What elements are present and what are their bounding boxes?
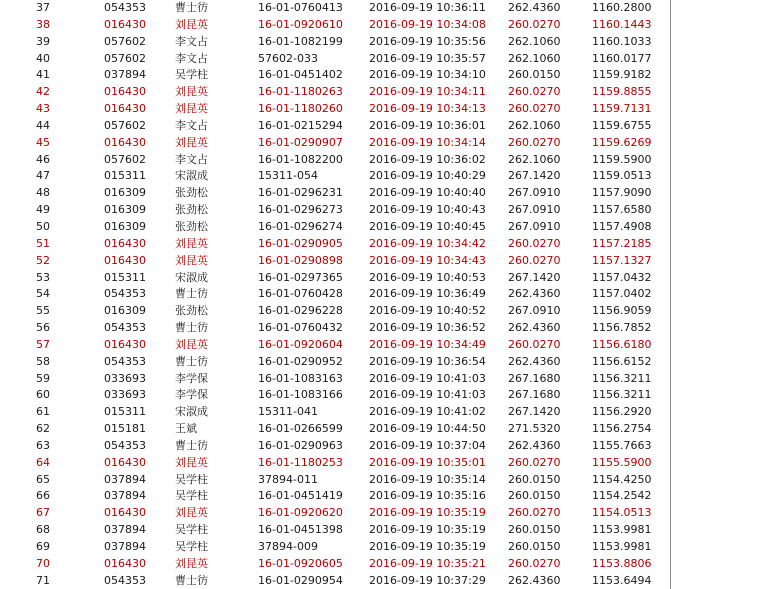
- table-row[interactable]: [0, 185, 670, 202]
- employee-name: 刘昆英: [175, 253, 208, 267]
- item-id: 16-01-0920620: [258, 506, 343, 520]
- timestamp: 2016-09-19 10:44:50: [369, 422, 486, 436]
- employee-code: 054353: [104, 1, 146, 14]
- table-row[interactable]: [0, 354, 670, 371]
- value-1: 260.0270: [508, 102, 561, 116]
- table-row[interactable]: [0, 505, 670, 522]
- employee-code: 015311: [104, 169, 146, 183]
- value-1: 262.1060: [508, 152, 561, 166]
- employee-name: 宋淑成: [175, 270, 208, 284]
- employee-name: 刘昆英: [175, 236, 208, 250]
- timestamp: 2016-09-19 10:40:45: [369, 219, 486, 233]
- value-1: 267.1420: [508, 405, 561, 419]
- employee-code: 016430: [104, 17, 146, 31]
- timestamp: 2016-09-19 10:41:02: [369, 405, 486, 419]
- value-1: 260.0270: [508, 85, 561, 99]
- row-index: 53: [36, 270, 50, 284]
- timestamp: 2016-09-19 10:37:29: [369, 573, 486, 587]
- employee-code: 016430: [104, 253, 146, 267]
- value-1: 262.4360: [508, 573, 561, 587]
- value-1: 260.0270: [508, 135, 561, 149]
- employee-code: 016309: [104, 304, 146, 318]
- item-id: 16-01-1083166: [258, 388, 343, 402]
- employee-name: 李文占: [175, 51, 208, 65]
- value-2: 1156.6152: [592, 354, 652, 368]
- employee-name: 曹士彷: [175, 321, 208, 335]
- row-index: 67: [36, 506, 50, 520]
- employee-code: 054353: [104, 438, 146, 452]
- timestamp: 2016-09-19 10:35:19: [369, 523, 486, 537]
- employee-code: 057602: [104, 118, 146, 132]
- row-index: 52: [36, 253, 50, 267]
- value-2: 1159.7131: [592, 102, 652, 116]
- employee-code: 037894: [104, 540, 146, 553]
- item-id: 16-01-0215294: [258, 118, 343, 132]
- item-id: 16-01-0290907: [258, 135, 343, 149]
- value-2: 1154.2542: [592, 489, 652, 503]
- table-row[interactable]: [0, 67, 670, 84]
- employee-name: 刘昆英: [175, 135, 208, 149]
- timestamp: 2016-09-19 10:36:01: [369, 118, 486, 132]
- employee-name: 王斌: [175, 422, 197, 436]
- table-row[interactable]: [0, 455, 670, 472]
- row-index: 60: [36, 388, 50, 402]
- employee-code: 033693: [104, 371, 146, 385]
- employee-name: 曹士彷: [175, 438, 208, 452]
- value-1: 260.0150: [508, 523, 561, 537]
- timestamp: 2016-09-19 10:35:14: [369, 472, 486, 486]
- employee-code: 016430: [104, 85, 146, 99]
- timestamp: 2016-09-19 10:34:42: [369, 236, 486, 250]
- row-index: 44: [36, 118, 50, 132]
- value-2: 1155.5900: [592, 455, 652, 469]
- employee-code: 016430: [104, 337, 146, 351]
- value-1: 260.0270: [508, 506, 561, 520]
- value-1: 262.1060: [508, 118, 561, 132]
- value-2: 1156.3211: [592, 388, 652, 402]
- value-2: 1157.2185: [592, 236, 652, 250]
- table-row[interactable]: [0, 84, 670, 101]
- item-id: 16-01-0760413: [258, 1, 343, 14]
- employee-name: 刘昆英: [175, 455, 208, 469]
- item-id: 16-01-1180253: [258, 455, 343, 469]
- table-row[interactable]: [0, 404, 670, 421]
- timestamp: 2016-09-19 10:36:54: [369, 354, 486, 368]
- table-row[interactable]: [0, 320, 670, 337]
- value-2: 1155.7663: [592, 438, 652, 452]
- employee-name: 刘昆英: [175, 506, 208, 520]
- value-2: 1157.0432: [592, 270, 652, 284]
- timestamp: 2016-09-19 10:35:19: [369, 540, 486, 553]
- row-index: 51: [36, 236, 50, 250]
- row-index: 65: [36, 472, 50, 486]
- employee-code: 037894: [104, 68, 146, 82]
- value-2: 1154.4250: [592, 472, 652, 486]
- value-2: 1157.6580: [592, 203, 652, 217]
- item-id: 16-01-0290963: [258, 438, 343, 452]
- item-id: 16-01-0451398: [258, 523, 343, 537]
- value-2: 1156.3211: [592, 371, 652, 385]
- row-index: 61: [36, 405, 50, 419]
- value-1: 260.0150: [508, 68, 561, 82]
- item-id: 57602-033: [258, 51, 318, 65]
- employee-name: 李文占: [175, 152, 208, 166]
- value-1: 260.0270: [508, 236, 561, 250]
- table-row[interactable]: [0, 253, 670, 270]
- row-index: 58: [36, 354, 50, 368]
- value-1: 260.0270: [508, 337, 561, 351]
- value-1: 262.1060: [508, 51, 561, 65]
- employee-code: 054353: [104, 321, 146, 335]
- value-2: 1157.1327: [592, 253, 652, 267]
- row-index: 70: [36, 556, 50, 570]
- row-index: 66: [36, 489, 50, 503]
- employee-name: 李文占: [175, 34, 208, 48]
- table-row[interactable]: [0, 118, 670, 135]
- item-id: 16-01-0290905: [258, 236, 343, 250]
- employee-name: 吴学柱: [175, 68, 208, 82]
- employee-code: 016430: [104, 506, 146, 520]
- value-2: 1160.1443: [592, 17, 652, 31]
- item-id: 16-01-0296274: [258, 219, 343, 233]
- employee-name: 吴学柱: [175, 523, 208, 537]
- value-1: 267.0910: [508, 219, 561, 233]
- employee-name: 李文占: [175, 118, 208, 132]
- row-index: 62: [36, 422, 50, 436]
- value-2: 1157.4908: [592, 219, 652, 233]
- value-1: 267.1680: [508, 388, 561, 402]
- row-index: 54: [36, 287, 50, 301]
- table-row[interactable]: [0, 219, 670, 236]
- timestamp: 2016-09-19 10:35:56: [369, 34, 486, 48]
- value-2: 1160.2800: [592, 1, 652, 14]
- employee-code: 054353: [104, 287, 146, 301]
- value-1: 267.0910: [508, 304, 561, 318]
- item-id: 37894-009: [258, 540, 318, 553]
- employee-name: 吴学柱: [175, 540, 208, 553]
- value-1: 260.0150: [508, 540, 561, 553]
- timestamp: 2016-09-19 10:34:11: [369, 85, 486, 99]
- employee-code: 016430: [104, 236, 146, 250]
- timestamp: 2016-09-19 10:41:03: [369, 388, 486, 402]
- value-2: 1154.0513: [592, 506, 652, 520]
- employee-code: 016430: [104, 135, 146, 149]
- table-row[interactable]: [0, 17, 670, 34]
- table-row[interactable]: [0, 0, 670, 17]
- table-row[interactable]: [0, 421, 670, 438]
- table-row[interactable]: [0, 488, 670, 505]
- value-2: 1159.9182: [592, 68, 652, 82]
- timestamp: 2016-09-19 10:35:57: [369, 51, 486, 65]
- value-2: 1160.0177: [592, 51, 652, 65]
- row-index: 48: [36, 186, 50, 200]
- item-id: 16-01-1180260: [258, 102, 343, 116]
- item-id: 16-01-1180263: [258, 85, 343, 99]
- item-id: 16-01-0920610: [258, 17, 343, 31]
- employee-name: 张劲松: [175, 304, 208, 318]
- employee-name: 刘昆英: [175, 85, 208, 99]
- row-index: 40: [36, 51, 50, 65]
- table-row[interactable]: [0, 202, 670, 219]
- value-2: 1156.9059: [592, 304, 652, 318]
- table-row[interactable]: [0, 135, 670, 152]
- value-2: 1153.9981: [592, 523, 652, 537]
- item-id: 15311-041: [258, 405, 318, 419]
- item-id: 16-01-0760428: [258, 287, 343, 301]
- timestamp: 2016-09-19 10:36:52: [369, 321, 486, 335]
- employee-code: 037894: [104, 472, 146, 486]
- timestamp: 2016-09-19 10:35:21: [369, 556, 486, 570]
- employee-name: 刘昆英: [175, 337, 208, 351]
- value-1: 262.4360: [508, 287, 561, 301]
- table-row[interactable]: [0, 34, 670, 51]
- row-index: 59: [36, 371, 50, 385]
- timestamp: 2016-09-19 10:34:10: [369, 68, 486, 82]
- row-index: 69: [36, 540, 50, 553]
- item-id: 16-01-0290954: [258, 573, 343, 587]
- employee-name: 曹士彷: [175, 354, 208, 368]
- row-index: 46: [36, 152, 50, 166]
- employee-code: 016430: [104, 556, 146, 570]
- value-1: 271.5320: [508, 422, 561, 436]
- employee-name: 曹士彷: [175, 573, 208, 587]
- employee-code: 016309: [104, 219, 146, 233]
- row-index: 55: [36, 304, 50, 318]
- employee-name: 曹士彷: [175, 287, 208, 301]
- employee-code: 015181: [104, 422, 146, 436]
- employee-name: 曹士彷: [175, 1, 208, 14]
- employee-name: 刘昆英: [175, 17, 208, 31]
- employee-code: 057602: [104, 152, 146, 166]
- table-row[interactable]: [0, 387, 670, 404]
- row-index: 42: [36, 85, 50, 99]
- value-2: 1156.6180: [592, 337, 652, 351]
- table-row[interactable]: [0, 556, 670, 573]
- employee-name: 刘昆英: [175, 556, 208, 570]
- item-id: 37894-011: [258, 472, 318, 486]
- value-2: 1153.9981: [592, 540, 652, 553]
- table-row[interactable]: [0, 101, 670, 118]
- employee-code: 054353: [104, 354, 146, 368]
- table-row[interactable]: [0, 438, 670, 455]
- row-index: 71: [36, 573, 50, 587]
- item-id: 16-01-0296228: [258, 304, 343, 318]
- value-1: 260.0270: [508, 455, 561, 469]
- column-divider: [670, 0, 671, 589]
- value-1: 260.0270: [508, 253, 561, 267]
- employee-name: 张劲松: [175, 203, 208, 217]
- timestamp: 2016-09-19 10:34:08: [369, 17, 486, 31]
- employee-code: 015311: [104, 270, 146, 284]
- value-1: 260.0270: [508, 17, 561, 31]
- item-id: 16-01-0451419: [258, 489, 343, 503]
- row-index: 37: [36, 1, 50, 14]
- timestamp: 2016-09-19 10:34:14: [369, 135, 486, 149]
- timestamp: 2016-09-19 10:41:03: [369, 371, 486, 385]
- timestamp: 2016-09-19 10:34:13: [369, 102, 486, 116]
- value-1: 262.4360: [508, 321, 561, 335]
- value-1: 267.0910: [508, 203, 561, 217]
- item-id: 16-01-0296273: [258, 203, 343, 217]
- item-id: 16-01-0760432: [258, 321, 343, 335]
- employee-code: 057602: [104, 51, 146, 65]
- row-index: 47: [36, 169, 50, 183]
- employee-code: 054353: [104, 573, 146, 587]
- value-2: 1159.6755: [592, 118, 652, 132]
- timestamp: 2016-09-19 10:34:49: [369, 337, 486, 351]
- employee-code: 015311: [104, 405, 146, 419]
- value-1: 262.4360: [508, 438, 561, 452]
- value-1: 262.1060: [508, 34, 561, 48]
- table-row[interactable]: [0, 371, 670, 388]
- employee-name: 李学保: [175, 371, 208, 385]
- timestamp: 2016-09-19 10:36:02: [369, 152, 486, 166]
- item-id: 16-01-1082200: [258, 152, 343, 166]
- row-index: 43: [36, 102, 50, 116]
- employee-code: 037894: [104, 489, 146, 503]
- timestamp: 2016-09-19 10:35:16: [369, 489, 486, 503]
- value-1: 260.0150: [508, 489, 561, 503]
- employee-name: 张劲松: [175, 186, 208, 200]
- employee-code: 016309: [104, 186, 146, 200]
- row-index: 38: [36, 17, 50, 31]
- value-2: 1157.9090: [592, 186, 652, 200]
- value-1: 267.1420: [508, 169, 561, 183]
- item-id: 16-01-0920605: [258, 556, 343, 570]
- value-2: 1159.0513: [592, 169, 652, 183]
- timestamp: 2016-09-19 10:40:53: [369, 270, 486, 284]
- value-2: 1156.2754: [592, 422, 652, 436]
- timestamp: 2016-09-19 10:35:01: [369, 455, 486, 469]
- table-row[interactable]: [0, 51, 670, 68]
- table-row[interactable]: [0, 286, 670, 303]
- item-id: 16-01-0297365: [258, 270, 343, 284]
- value-2: 1159.6269: [592, 135, 652, 149]
- table-row[interactable]: [0, 539, 670, 556]
- value-1: 267.1680: [508, 371, 561, 385]
- row-index: 56: [36, 321, 50, 335]
- row-index: 45: [36, 135, 50, 149]
- row-index: 64: [36, 455, 50, 469]
- value-1: 262.4360: [508, 1, 561, 14]
- employee-code: 037894: [104, 523, 146, 537]
- table-row[interactable]: [0, 303, 670, 320]
- table-row[interactable]: [0, 168, 670, 185]
- item-id: 16-01-1082199: [258, 34, 343, 48]
- table-row[interactable]: [0, 522, 670, 539]
- employee-name: 李学保: [175, 388, 208, 402]
- table-row[interactable]: [0, 573, 670, 589]
- value-2: 1156.2920: [592, 405, 652, 419]
- timestamp: 2016-09-19 10:40:40: [369, 186, 486, 200]
- value-2: 1153.8806: [592, 556, 652, 570]
- row-index: 49: [36, 203, 50, 217]
- item-id: 16-01-0920604: [258, 337, 343, 351]
- timestamp: 2016-09-19 10:36:49: [369, 287, 486, 301]
- employee-name: 宋淑成: [175, 169, 208, 183]
- value-2: 1160.1033: [592, 34, 652, 48]
- item-id: 16-01-0451402: [258, 68, 343, 82]
- timestamp: 2016-09-19 10:40:52: [369, 304, 486, 318]
- timestamp: 2016-09-19 10:35:19: [369, 506, 486, 520]
- value-2: 1159.8855: [592, 85, 652, 99]
- timestamp: 2016-09-19 10:40:29: [369, 169, 486, 183]
- table-row[interactable]: [0, 236, 670, 253]
- value-1: 267.0910: [508, 186, 561, 200]
- row-index: 68: [36, 523, 50, 537]
- employee-name: 吴学柱: [175, 472, 208, 486]
- value-2: 1156.7852: [592, 321, 652, 335]
- value-1: 267.1420: [508, 270, 561, 284]
- employee-code: 016430: [104, 102, 146, 116]
- item-id: 15311-054: [258, 169, 318, 183]
- employee-code: 016430: [104, 455, 146, 469]
- item-id: 16-01-0266599: [258, 422, 343, 436]
- timestamp: 2016-09-19 10:40:43: [369, 203, 486, 217]
- item-id: 16-01-0290898: [258, 253, 343, 267]
- row-index: 39: [36, 34, 50, 48]
- item-id: 16-01-1083163: [258, 371, 343, 385]
- employee-code: 033693: [104, 388, 146, 402]
- table-row[interactable]: [0, 472, 670, 489]
- employee-name: 宋淑成: [175, 405, 208, 419]
- employee-name: 刘昆英: [175, 102, 208, 116]
- table-row[interactable]: [0, 337, 670, 354]
- table-row[interactable]: [0, 152, 670, 169]
- employee-name: 吴学柱: [175, 489, 208, 503]
- item-id: 16-01-0296231: [258, 186, 343, 200]
- row-index: 57: [36, 337, 50, 351]
- value-1: 260.0270: [508, 556, 561, 570]
- table-row[interactable]: [0, 270, 670, 287]
- timestamp: 2016-09-19 10:37:04: [369, 438, 486, 452]
- value-1: 262.4360: [508, 354, 561, 368]
- item-id: 16-01-0290952: [258, 354, 343, 368]
- row-index: 41: [36, 68, 50, 82]
- employee-name: 张劲松: [175, 219, 208, 233]
- employee-code: 016309: [104, 203, 146, 217]
- value-2: 1159.5900: [592, 152, 652, 166]
- value-2: 1157.0402: [592, 287, 652, 301]
- row-index: 50: [36, 219, 50, 233]
- value-2: 1153.6494: [592, 573, 652, 587]
- row-index: 63: [36, 438, 50, 452]
- timestamp: 2016-09-19 10:34:43: [369, 253, 486, 267]
- employee-code: 057602: [104, 34, 146, 48]
- timestamp: 2016-09-19 10:36:11: [369, 1, 486, 14]
- value-1: 260.0150: [508, 472, 561, 486]
